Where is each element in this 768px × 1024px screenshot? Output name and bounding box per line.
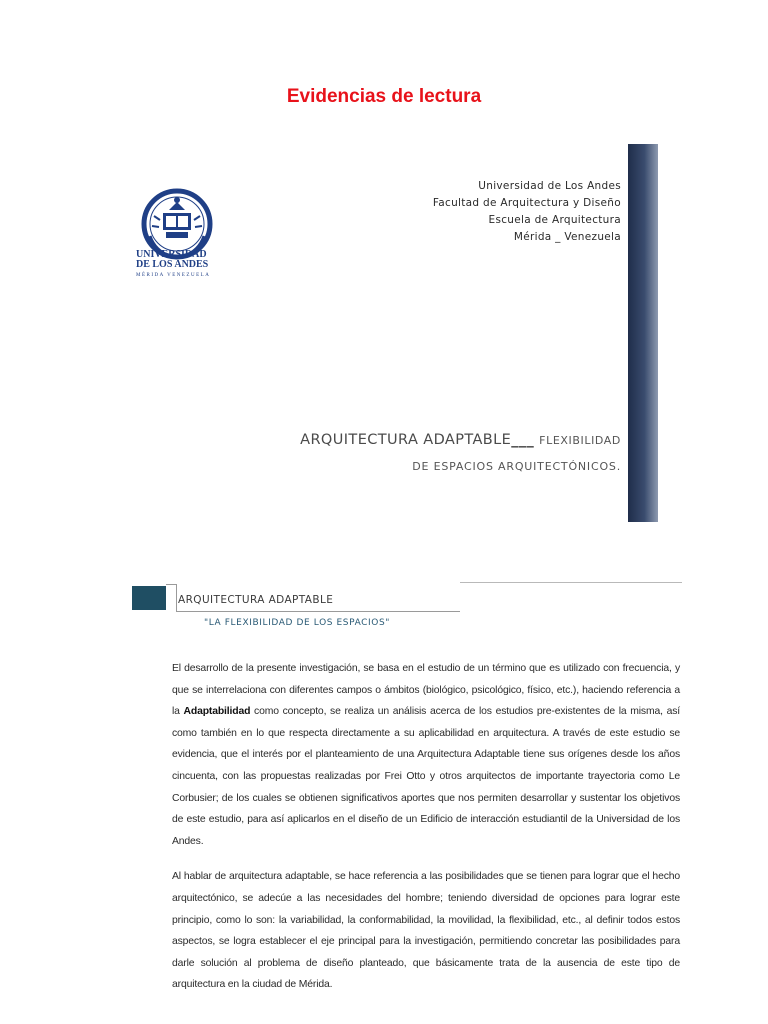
section-rule — [176, 584, 177, 612]
section-rule — [460, 582, 682, 583]
institution-line: Mérida _ Venezuela — [513, 231, 621, 243]
institution-line: Facultad de Arquitectura y Diseño — [432, 197, 621, 209]
bold-term: Adaptabilidad — [183, 706, 251, 718]
section-rule — [176, 611, 460, 612]
institution-lines — [433, 178, 621, 246]
section-title: ARQUITECTURA ADAPTABLE — [178, 594, 334, 606]
cover-page — [128, 140, 663, 525]
section-header — [132, 578, 682, 638]
section-subtitle: "LA FLEXIBILIDAD DE LOS ESPACIOS" — [204, 618, 391, 628]
section-marker — [132, 586, 166, 610]
page-title: Evidencias de lectura — [286, 86, 482, 107]
institution-line: Universidad de Los Andes — [478, 180, 621, 192]
cover-title — [300, 432, 621, 473]
section-rule — [166, 584, 176, 585]
paragraph: El desarrollo de la presente investigación, se basa en el estudio de un término que es utilizado con frecuencia, y que se interrelaciona con diferentes campos o ámbitos (biológico, psicológico, físico, etc.), haciendo referencia a la Adaptabilidad como concepto, se realiza un análisis acerca de los estudios pre-existentes de la misma, así como también en lo que respecta directamente a su aplicabilidad en arquitectura. A través de este estudio se evidencia, que el interés por el planteamiento de una Arquitectura Adaptable tiene sus orígenes desde los años cincuenta, con las propuestas realizadas por Frei Otto y otros arquitectos de importante trayectoria como Le Corbusier; de los cuales se obtienen significativos aportes que nos permiten desarrollar y sustentar los objetivos de este estudio, para así aplicarlos en el diseño de un Edificio de interacción estudiantil de la Universidad de los Andes. — [172, 663, 681, 847]
cover-title-dash: ___ — [511, 432, 535, 448]
cover-side-bar — [628, 144, 658, 522]
cover-title-line2: DE ESPACIOS ARQUITECTÓNICOS. — [412, 460, 621, 473]
cover-title-main: ARQUITECTURA ADAPTABLE — [300, 432, 512, 448]
university-wordmark: UNIVERSIDAD DE LOS ANDES MÉRIDA VENEZUELA — [136, 249, 211, 278]
body-text — [172, 658, 680, 996]
institution-line: Escuela de Arquitectura — [488, 214, 621, 226]
paragraph: Al hablar de arquitectura adaptable, se hace referencia a las posibilidades que se tienen para lograr que el hecho arquitectónico, se adecúe a las necesidades del hombre; teniendo diversidad de opciones para lograr este principio, como lo son: la variabilidad, la conformabilidad, la movilidad, la flexibilidad, etc., al definir todos estos aspectos, se logra establecer el eje principal para la investigación, permitiendo concretar las posibilidades para darle solución al problema de diseño planteado, que básicamente trata de la ausencia de este tipo de arquitectura en la ciudad de Mérida. — [172, 871, 680, 991]
cover-title-right: FLEXIBILIDAD — [539, 434, 621, 447]
